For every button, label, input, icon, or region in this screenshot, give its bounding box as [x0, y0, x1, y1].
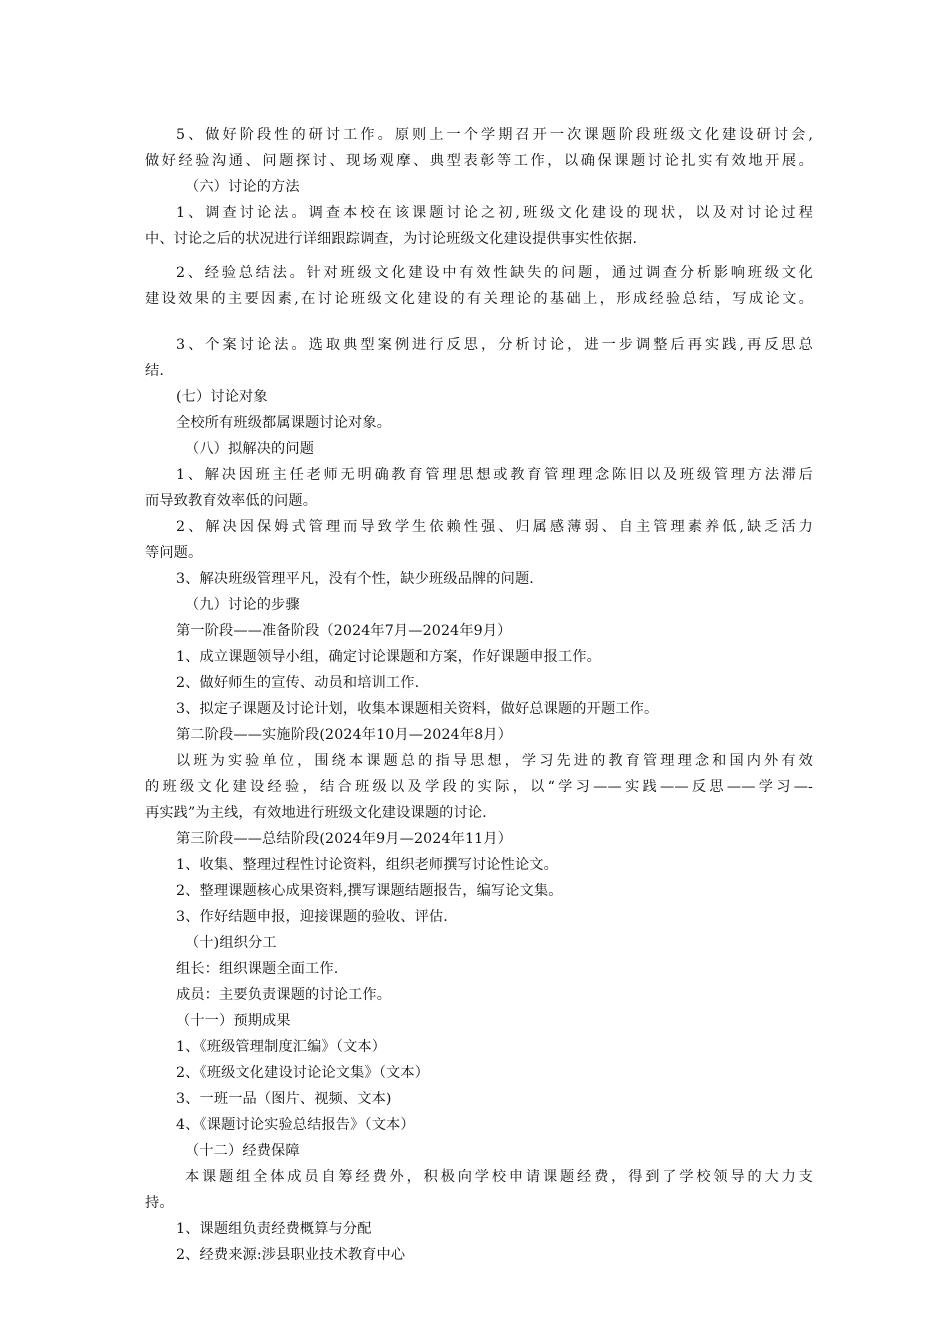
list-item: 1、《班级管理制度汇编》（文本） [176, 1039, 387, 1055]
list-item: 1、课题组负责经费概算与分配 [176, 1221, 372, 1237]
paragraph-line: 3、作好结题申报，迎接课题的验收、评估. [176, 909, 448, 925]
paragraph-line: 5、做好阶段性的研讨工作。原则上一个学期召开一次课题阶段班级文化建设研讨会, [176, 127, 813, 143]
paragraph-line: 结. [145, 363, 164, 379]
paragraph-line: 2、做好师生的宣传、动员和培训工作. [176, 675, 420, 691]
paragraph-line: 3、解决班级管理平凡，没有个性，缺少班级品牌的问题. [176, 571, 534, 587]
paragraph-line: 再实践”为主线，有效地进行班级文化建设课题的讨论. [145, 805, 487, 821]
paragraph-line: 3、拟定子课题及讨论计划，收集本课题相关资料，做好总课题的开题工作。 [176, 701, 659, 717]
paragraph-line: 做好经验沟通、问题探讨、现场观摩、典型表彰等工作，以确保课题讨论扎实有效地开展。 [145, 153, 813, 169]
list-item: 4、《课题讨论实验总结报告》（文本） [176, 1117, 415, 1133]
paragraph-line: 1、成立课题领导小组，确定讨论课题和方案，作好课题申报工作。 [176, 649, 601, 665]
section-heading: （十二）经费保障 [185, 1143, 300, 1159]
list-item: 2、《班级文化建设讨论论文集》（文本） [176, 1065, 430, 1081]
paragraph-line: 2、整理课题核心成果资料,撰写课题结题报告，编写论文集。 [176, 883, 563, 899]
paragraph-line: 2、经验总结法。针对班级文化建设中有效性缺失的问题，通过调查分析影响班级文化 [176, 265, 813, 281]
paragraph-line: 本课题组全体成员自筹经费外，积极向学校申请课题经费，得到了学校领导的大力支 [185, 1169, 813, 1185]
section-heading: （十一）预期成果 [176, 1013, 291, 1029]
section-heading: (七）讨论对象 [176, 389, 268, 405]
paragraph-line: 等问题。 [145, 545, 203, 561]
paragraph-line: 1、收集、整理过程性讨论资料，组织老师撰写讨论性论文。 [176, 857, 558, 873]
paragraph-line: 以班为实验单位，围绕本课题总的指导思想，学习先进的教育管理理念和国内外有效 [176, 753, 813, 769]
paragraph-line: 组长：组织课题全面工作. [176, 961, 339, 977]
stage-heading: 第三阶段——总结阶段(2024年9月—2024年11月） [176, 831, 513, 847]
paragraph-line: 的班级文化建设经验，结合班级以及学段的实际，以“学习——实践——反思——学习—- [145, 779, 813, 795]
paragraph-line: 持。 [145, 1195, 174, 1211]
document-body [145, 122, 813, 1268]
section-heading: （九）讨论的步骤 [185, 597, 300, 613]
paragraph-line: 建设效果的主要因素,在讨论班级文化建设的有关理论的基础上，形成经验总结，写成论文。 [145, 291, 813, 307]
paragraph-line: 全校所有班级都属课题讨论对象。 [176, 415, 392, 431]
section-heading: （十)组织分工 [185, 935, 277, 951]
section-heading: （八）拟解决的问题 [185, 441, 315, 457]
paragraph-line: 而导致教育效率低的问题。 [145, 493, 318, 509]
paragraph-line: 3、个案讨论法。选取典型案例进行反思，分析讨论，进一步调整后再实践,再反思总 [176, 337, 813, 353]
section-heading: （六）讨论的方法 [185, 179, 300, 195]
paragraph-line: 1、解决因班主任老师无明确教育管理思想或教育管理理念陈旧以及班级管理方法滞后 [176, 467, 813, 483]
list-item: 3、一班一品（图片、视频、文本) [176, 1091, 392, 1107]
paragraph-line: 中、讨论之后的状况进行详细跟踪调查，为讨论班级文化建设提供事实性依据. [145, 231, 638, 247]
blank-line [145, 312, 813, 332]
paragraph-line: 成员：主要负责课题的讨论工作。 [176, 987, 392, 1003]
stage-heading: 第二阶段——实施阶段(2024年10月—2024年8月） [176, 727, 513, 743]
paragraph-line: 2、解决因保姆式管理而导致学生依赖性强、归属感薄弱、自主管理素养低,缺乏活力 [176, 519, 813, 535]
list-item: 2、经费来源:涉县职业技术教育中心 [176, 1247, 406, 1263]
paragraph-line: 1、调查讨论法。调查本校在该课题讨论之初,班级文化建设的现状，以及对讨论过程 [176, 205, 813, 221]
stage-heading: 第一阶段——准备阶段（2024年7月—2024年9月） [176, 623, 512, 639]
